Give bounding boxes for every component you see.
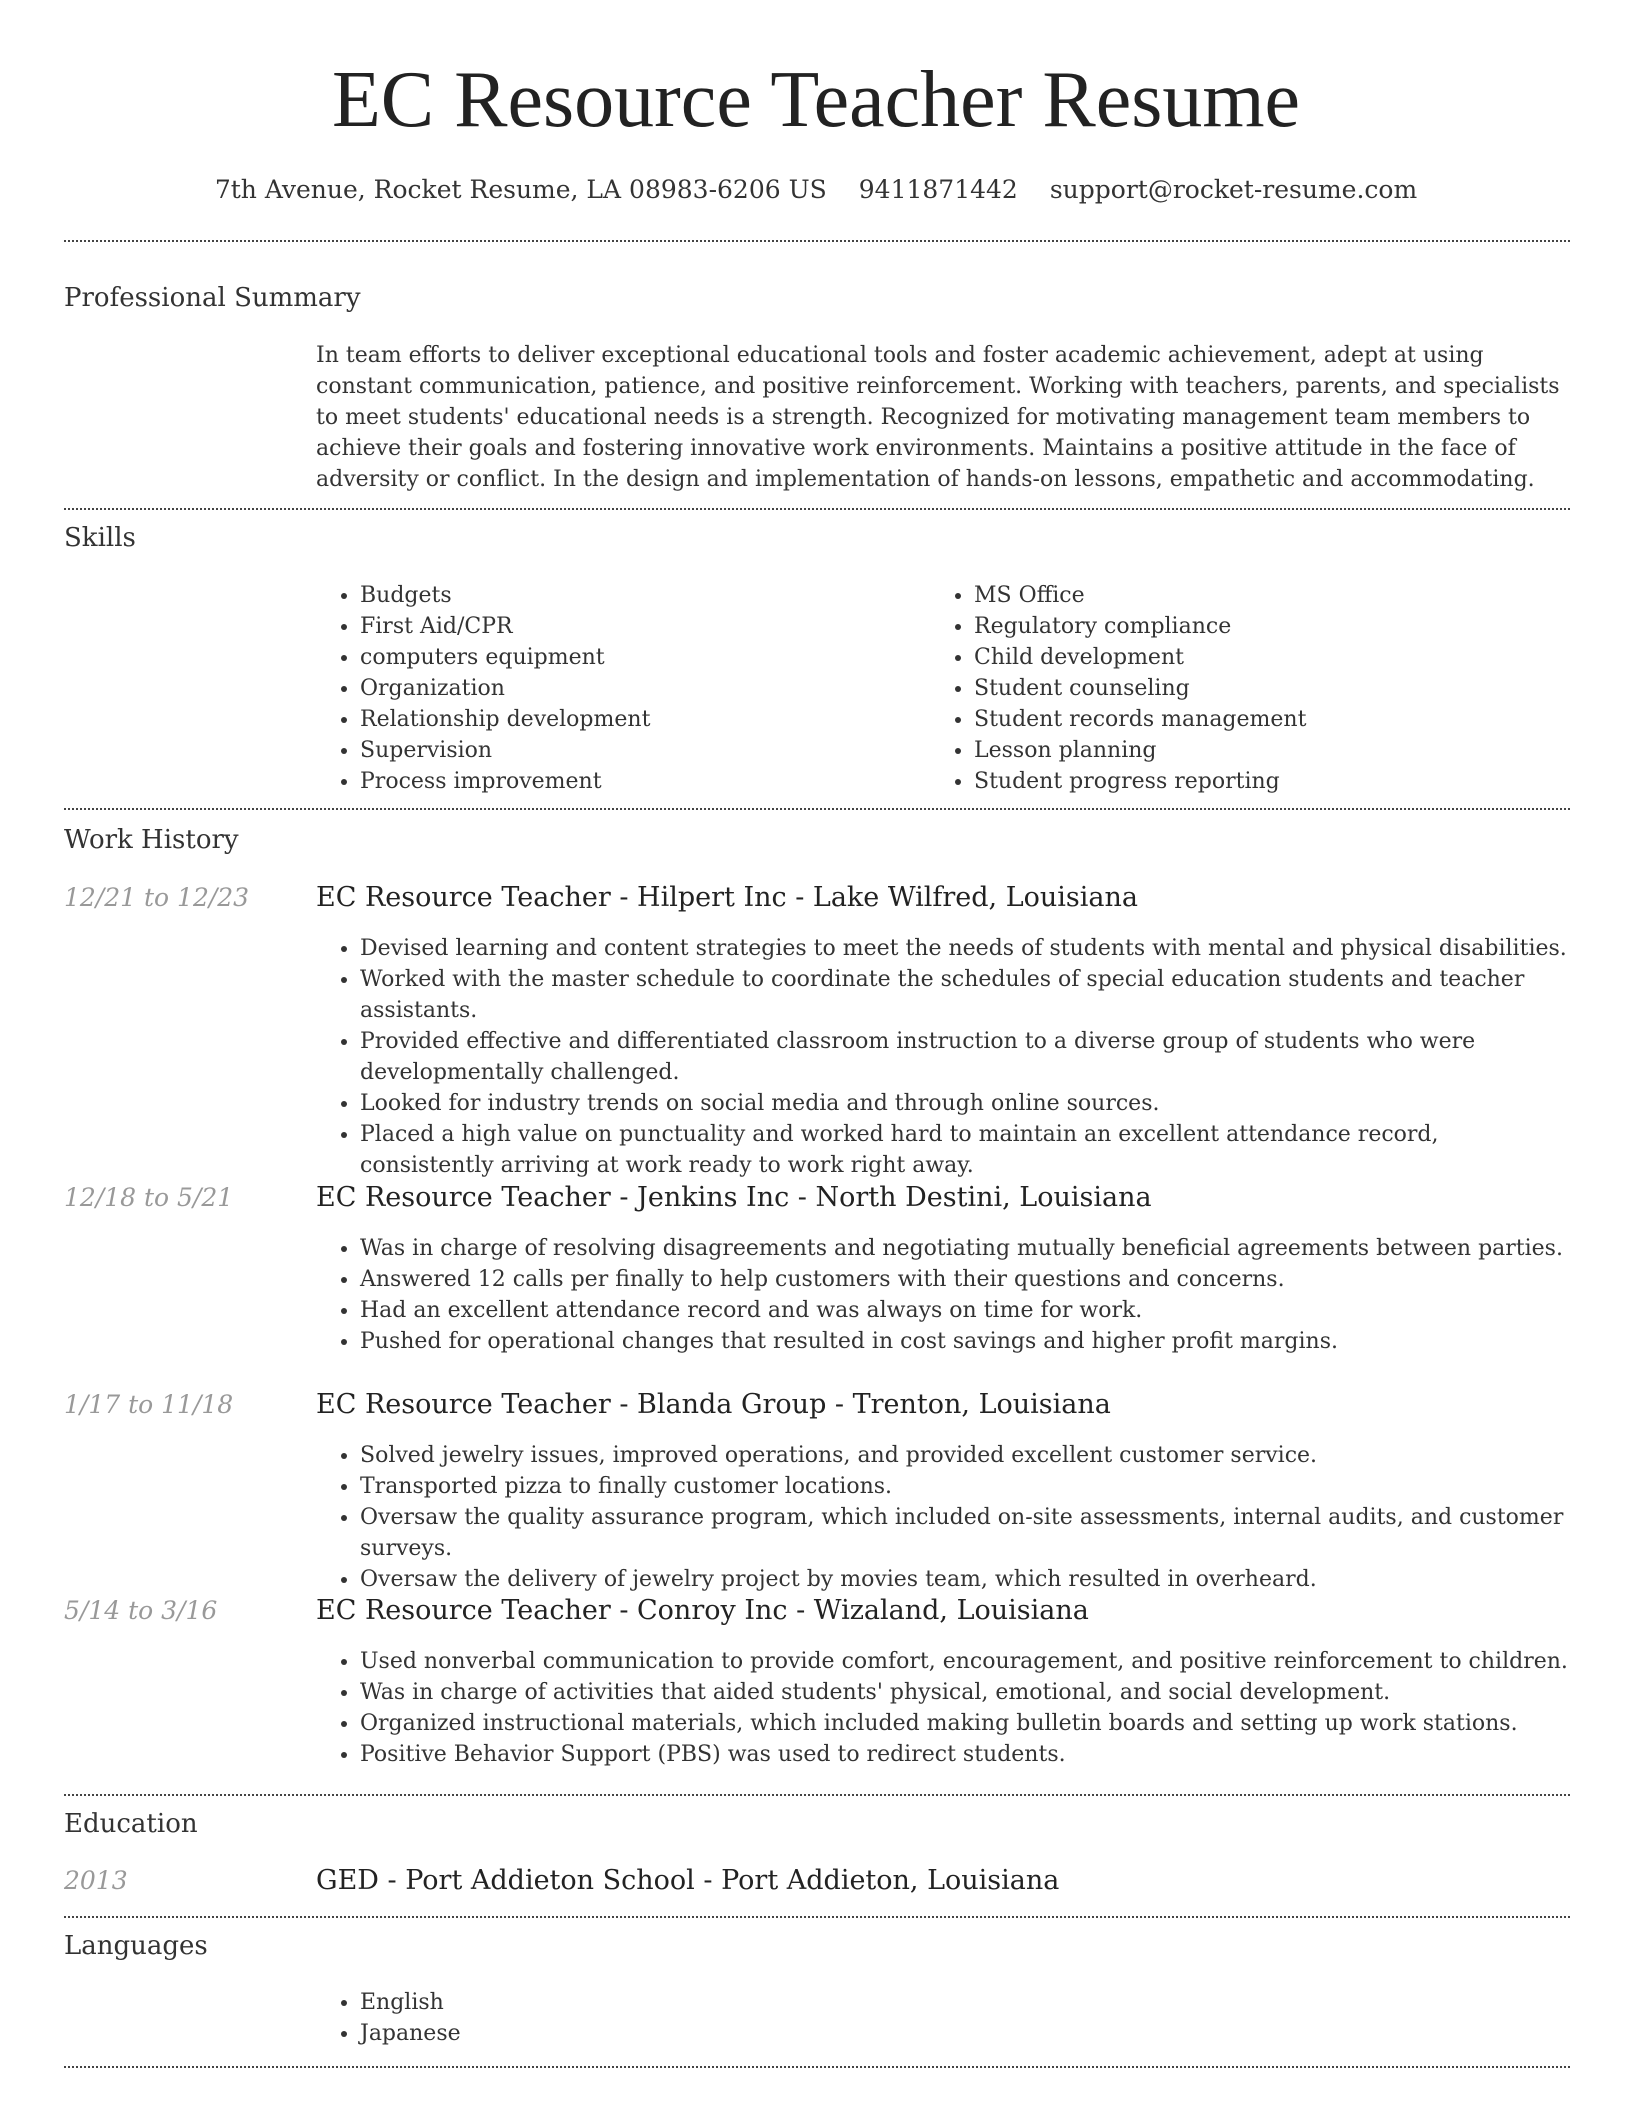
language-item: • English xyxy=(360,1987,1572,2018)
job-title: EC Resource Teacher - Hilpert Inc - Lake Wilfred, Louisiana xyxy=(316,882,1139,913)
skill-item: • Lesson planning xyxy=(974,735,1530,766)
divider xyxy=(64,1794,1570,1796)
skill-item: • MS Office xyxy=(974,580,1530,611)
job-dates: 12/21 to 12/23 xyxy=(64,883,250,912)
section-title-summary: Professional Summary xyxy=(64,283,361,313)
job-dates: 12/18 to 5/21 xyxy=(64,1183,234,1212)
job-bullets xyxy=(316,933,1572,1181)
job-dates: 1/17 to 11/18 xyxy=(64,1390,234,1419)
contact-line xyxy=(0,170,1632,210)
contact-phone: 9411871442 xyxy=(858,175,1018,204)
skills-list-left xyxy=(316,580,916,797)
job-title: EC Resource Teacher - Jenkins Inc - North Destini, Louisiana xyxy=(316,1182,1152,1213)
job-title: EC Resource Teacher - Conroy Inc - Wizaland, Louisiana xyxy=(316,1595,1089,1626)
languages-list xyxy=(316,1987,1572,2049)
skill-item: • Student records management xyxy=(974,704,1530,735)
job-bullet: • Oversaw the delivery of jewelry project by movies team, which resulted in overheard. xyxy=(360,1564,1572,1595)
job-bullet: • Solved jewelry issues, improved operations, and provided excellent customer service. xyxy=(360,1440,1572,1471)
divider xyxy=(64,2066,1570,2068)
job-bullet: • Was in charge of activities that aided students' physical, emotional, and social development. xyxy=(360,1677,1572,1708)
job-bullet: • Was in charge of resolving disagreements and negotiating mutually beneficial agreements between parties. xyxy=(360,1233,1572,1264)
language-item: • Japanese xyxy=(360,2018,1572,2049)
divider xyxy=(64,240,1570,242)
job-bullet: • Devised learning and content strategies to meet the needs of students with mental and physical disabilities. xyxy=(360,933,1572,964)
job-bullet: • Provided effective and differentiated classroom instruction to a diverse group of students who were developmentally challenged. xyxy=(360,1026,1572,1088)
skills-list-right xyxy=(930,580,1530,797)
job-bullet: • Looked for industry trends on social media and through online sources. xyxy=(360,1088,1572,1119)
job-bullets xyxy=(316,1646,1572,1770)
skill-item: • Process improvement xyxy=(360,766,916,797)
education-entry: GED - Port Addieton School - Port Addieton, Louisiana xyxy=(316,1865,1060,1896)
divider xyxy=(64,808,1570,810)
skill-item: • First Aid/CPR xyxy=(360,611,916,642)
skill-item: • Student progress reporting xyxy=(974,766,1530,797)
skill-item: • Budgets xyxy=(360,580,916,611)
job-bullet: • Placed a high value on punctuality and worked hard to maintain an excellent attendance record, consistently arriving at work ready to work right away. xyxy=(360,1119,1572,1181)
job-bullet: • Pushed for operational changes that resulted in cost savings and higher profit margins. xyxy=(360,1326,1572,1357)
skill-item: • Regulatory compliance xyxy=(974,611,1530,642)
job-bullet: • Had an excellent attendance record and was always on time for work. xyxy=(360,1295,1572,1326)
job-bullets xyxy=(316,1233,1572,1357)
job-title: EC Resource Teacher - Blanda Group - Trenton, Louisiana xyxy=(316,1389,1111,1420)
divider xyxy=(64,1916,1570,1918)
section-title-work-history: Work History xyxy=(64,825,239,855)
contact-email[interactable]: support@rocket-resume.com xyxy=(1049,175,1418,204)
section-title-languages: Languages xyxy=(64,1931,208,1961)
skill-item: • Supervision xyxy=(360,735,916,766)
divider xyxy=(64,508,1570,510)
job-bullet: • Organized instructional materials, which included making bulletin boards and setting up work stations. xyxy=(360,1708,1572,1739)
skill-item: • Relationship development xyxy=(360,704,916,735)
section-title-skills: Skills xyxy=(64,523,136,553)
job-bullets xyxy=(316,1440,1572,1595)
skill-item: • Organization xyxy=(360,673,916,704)
job-dates: 5/14 to 3/16 xyxy=(64,1596,218,1625)
education-year: 2013 xyxy=(64,1866,128,1895)
job-bullet: • Worked with the master schedule to coordinate the schedules of special education students and teacher assistants. xyxy=(360,964,1572,1026)
section-title-education: Education xyxy=(64,1809,198,1839)
job-bullet: • Used nonverbal communication to provide comfort, encouragement, and positive reinforcement to children. xyxy=(360,1646,1572,1677)
job-bullet: • Transported pizza to finally customer locations. xyxy=(360,1471,1572,1502)
skill-item: • computers equipment xyxy=(360,642,916,673)
summary-text: In team efforts to deliver exceptional educational tools and foster academic achievement, adept at using constant communication, patience, and positive reinforcement. Working with teachers, parents, and specialists to meet students' educational needs is a strength. Recognized for motivating management team members to achieve their goals and fostering innovative work environments. Maintains a positive attitude in the face of adversity or conflict. In the design and implementation of hands-on lessons, empathetic and accommodating. xyxy=(316,343,1560,492)
contact-address: 7th Avenue, Rocket Resume, LA 08983-6206 US xyxy=(214,175,827,204)
skill-item: • Student counseling xyxy=(974,673,1530,704)
job-bullet: • Oversaw the quality assurance program, which included on-site assessments, internal audits, and customer surveys. xyxy=(360,1502,1572,1564)
resume-title: EC Resource Teacher Resume xyxy=(331,56,1301,144)
job-bullet: • Answered 12 calls per finally to help customers with their questions and concerns. xyxy=(360,1264,1572,1295)
skill-item: • Child development xyxy=(974,642,1530,673)
job-bullet: • Positive Behavior Support (PBS) was used to redirect students. xyxy=(360,1739,1572,1770)
